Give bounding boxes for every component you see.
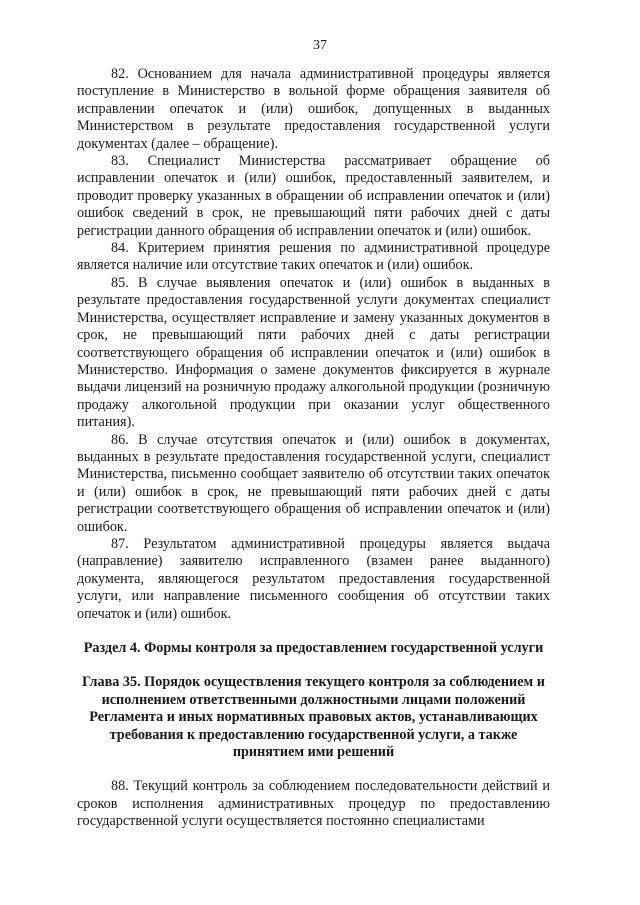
section-heading: Раздел 4. Формы контроля за предоставлением государственной услуги [83,640,544,656]
page-number: 37 [313,38,327,53]
paragraph-87: 87. Результатом административной процедуры является выдача (направление) заявителю исправленного (взамен ранее выданного) документа, являющегося результатом предоставления государственной услуги, или направление письменного сообщения об отсутствии таких опечаток и (или) ошибок. [77,535,550,622]
document-body [77,66,550,831]
paragraph-84: 84. Критерием принятия решения по административной процедуре является наличие или отсутствие таких опечаток и (или) ошибок. [77,240,550,274]
paragraph-82: 82. Основанием для начала административной процедуры является поступление в Министерство в вольной форме обращения заявителя об исправлении опечаток и (или) ошибок, допущенных в выданных Министерством в результате предоставления государственной услуги документах (далее – обращение). [77,66,550,152]
paragraph-85: 85. В случае выявления опечаток и (или) ошибок в выданных в результате предоставления государственной услуги документах специалист Министерства, осуществляет исправление и замену указанных документов в срок, не превышающий пяти рабочих дней с даты регистрации соответствующего обращения об исправлении опечаток и (или) ошибок в Министерство. Информация о замене документов фиксируется в журнале выдачи лицензий на розничную продажу алкогольной продукции (розничную продажу алкогольной продукции при оказании услуг общественного питания). [77,274,550,431]
paragraph-83: 83. Специалист Министерства рассматривает обращение об исправлении опечаток и (или) ошибок, предоставленный заявителем, и проводит проверку указанных в обращении об исправлении опечаток и (или) ошибок сведений в срок, не превышающий пяти рабочих дней с даты регистрации данного обращения об исправлении опечаток и (или) ошибок. [77,153,550,239]
paragraph-86: 86. В случае отсутствия опечаток и (или) ошибок в документах, выданных в результате предоставления государственной услуги, специалист Министерства, письменно сообщает заявителю об отсутствии таких опечаток и (или) ошибок в срок, не превышающий пяти рабочих дней с даты регистрации соответствующего обращения об исправлении опечаток и (или) ошибок. [77,431,550,535]
chapter-heading: Глава 35. Порядок осуществления текущего контроля за соблюдением и исполнением ответственными должностными лицами положений Регламента и иных нормативных правовых актов, устанавливающих требования к предоставлению государственной услуги, а также принятием ими решений [82,674,545,761]
paragraph-88: 88. Текущий контроль за соблюдением последовательности действий и сроков исполнения административных процедур по предоставлению государственной услуги осуществляется постоянно специалистами [77,778,550,830]
